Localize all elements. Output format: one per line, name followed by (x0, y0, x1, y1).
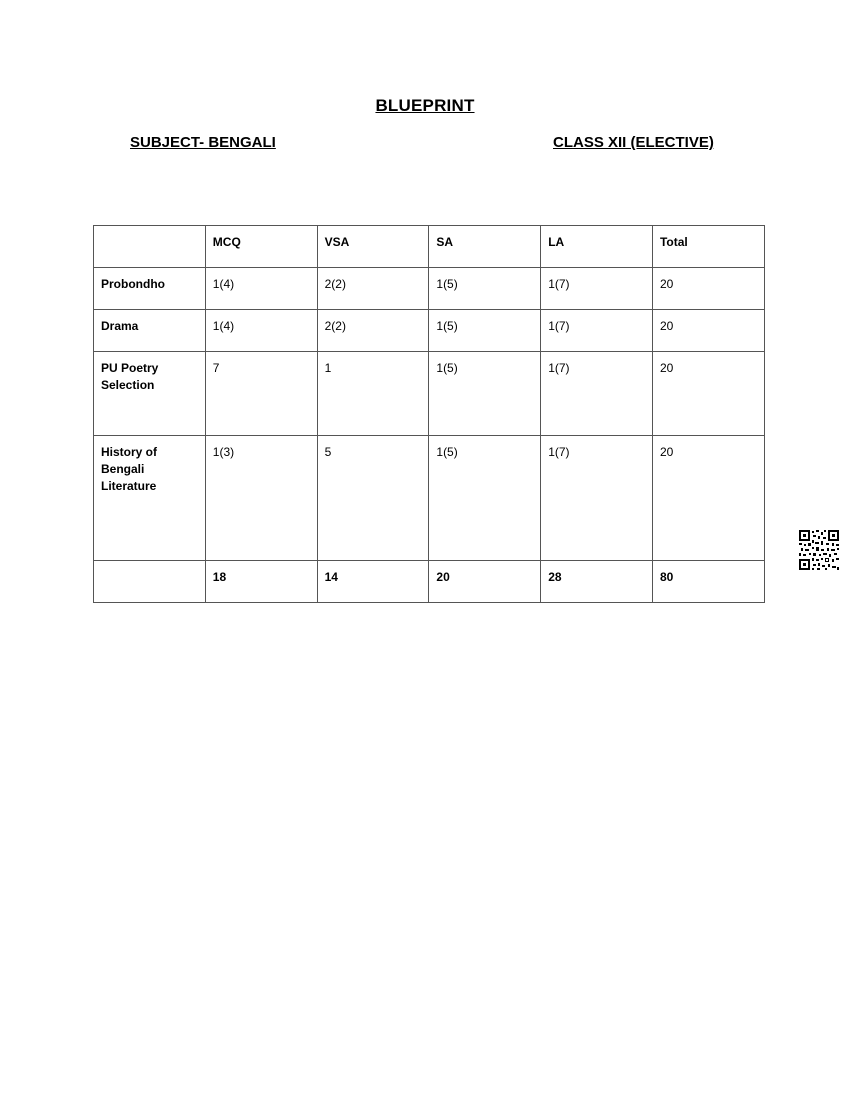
table-cell: 1(5) (429, 310, 541, 352)
table-row (94, 352, 765, 436)
row-label: History of Bengali Literature (94, 436, 206, 561)
totals-cell-empty (94, 561, 206, 603)
row-label: PU Poetry Selection (94, 352, 206, 436)
table-cell: 20 (652, 268, 764, 310)
class-label: CLASS XII (ELECTIVE) (553, 134, 714, 151)
header-cell-la: LA (541, 226, 653, 268)
table-cell: 1(7) (541, 436, 653, 561)
table-cell: 1(5) (429, 268, 541, 310)
header-cell-vsa: VSA (317, 226, 429, 268)
table-cell: 1(3) (205, 436, 317, 561)
table-row (94, 310, 765, 352)
totals-cell: 80 (652, 561, 764, 603)
table-cell: 20 (652, 436, 764, 561)
table-cell: 20 (652, 352, 764, 436)
table-cell: 2(2) (317, 268, 429, 310)
blueprint-table (93, 225, 765, 603)
table-cell: 1(7) (541, 352, 653, 436)
totals-cell: 18 (205, 561, 317, 603)
header-cell-total: Total (652, 226, 764, 268)
table-cell: 1(7) (541, 310, 653, 352)
totals-cell: 14 (317, 561, 429, 603)
row-label: Drama (94, 310, 206, 352)
table-cell: 1(5) (429, 436, 541, 561)
table-header-row (94, 226, 765, 268)
totals-cell: 20 (429, 561, 541, 603)
document-title: BLUEPRINT (375, 96, 475, 115)
table-cell: 20 (652, 310, 764, 352)
header-cell-sa: SA (429, 226, 541, 268)
qr-code-icon (799, 530, 839, 570)
table-cell: 5 (317, 436, 429, 561)
row-label: Probondho (94, 268, 206, 310)
table-row (94, 268, 765, 310)
table-totals-row (94, 561, 765, 603)
totals-cell: 28 (541, 561, 653, 603)
header-cell-empty (94, 226, 206, 268)
table-row (94, 436, 765, 561)
table-cell: 7 (205, 352, 317, 436)
table-cell: 2(2) (317, 310, 429, 352)
table-cell: 1(4) (205, 310, 317, 352)
table-cell: 1 (317, 352, 429, 436)
table-cell: 1(7) (541, 268, 653, 310)
subject-label: SUBJECT- BENGALI (130, 134, 276, 151)
table-cell: 1(5) (429, 352, 541, 436)
table-cell: 1(4) (205, 268, 317, 310)
header-cell-mcq: MCQ (205, 226, 317, 268)
